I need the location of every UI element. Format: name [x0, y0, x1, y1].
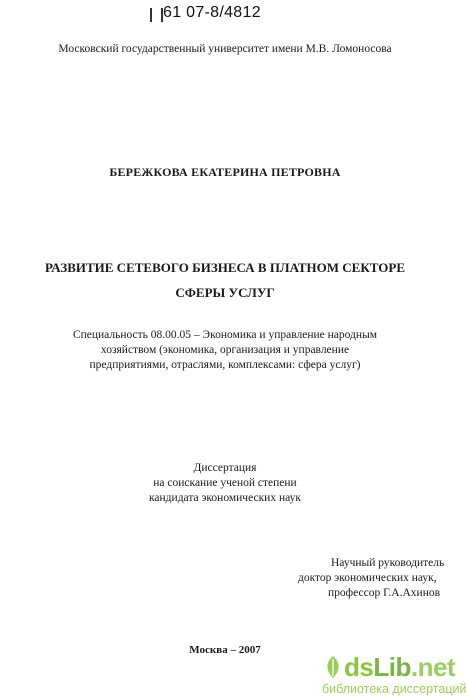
archive-stamp-number: 61 07-8/4812 [163, 4, 261, 21]
degree-block [0, 461, 450, 506]
dissertation-title [0, 255, 450, 305]
specialty-line-1: Специальность 08.00.05 – Экономика и управление народным [72, 329, 378, 341]
specialty-line-3: предприятиями, отраслями, комплексами: сфера услуг) [89, 359, 361, 371]
city-year: Москва – 2007 [189, 644, 261, 656]
title-line-1: РАЗВИТИЕ СЕТЕВОГО БИЗНЕСА В ПЛАТНОМ СЕКТОРЕ [44, 260, 405, 275]
specialty-line-2: хозяйством (экономика, организация и управление [100, 344, 350, 356]
watermark-logo-lib: Lib [373, 652, 411, 682]
university-name: Московский государственный университет имени М.В. Ломоносова [58, 43, 392, 55]
leaf-logo-icon [322, 654, 344, 680]
watermark-logo-ds: ds [344, 652, 374, 682]
watermark-logo-net: .net [410, 652, 456, 682]
specialty-block [0, 328, 450, 373]
author-name: БЕРЕЖКОВА ЕКАТЕРИНА ПЕТРОВНА [109, 165, 341, 179]
degree-line-3: кандидата экономических наук [149, 492, 301, 504]
supervisor-line-3: профессор Г.А.Ахинов [328, 587, 441, 599]
degree-line-1: Диссертация [193, 462, 257, 474]
watermark-logo [344, 652, 455, 683]
degree-line-2: на соискание ученой степени [153, 477, 297, 489]
supervisor-line-1: Научный руководитель [331, 557, 445, 569]
stamp-mark [150, 8, 163, 22]
supervisor-line-2: доктор экономических наук, [298, 572, 437, 584]
watermark-caption: библиотека диссертаций [322, 682, 466, 696]
dslib-watermark[interactable] [322, 652, 466, 700]
title-line-2: СФЕРЫ УСЛУГ [175, 285, 275, 300]
supervisor-block [298, 556, 444, 601]
